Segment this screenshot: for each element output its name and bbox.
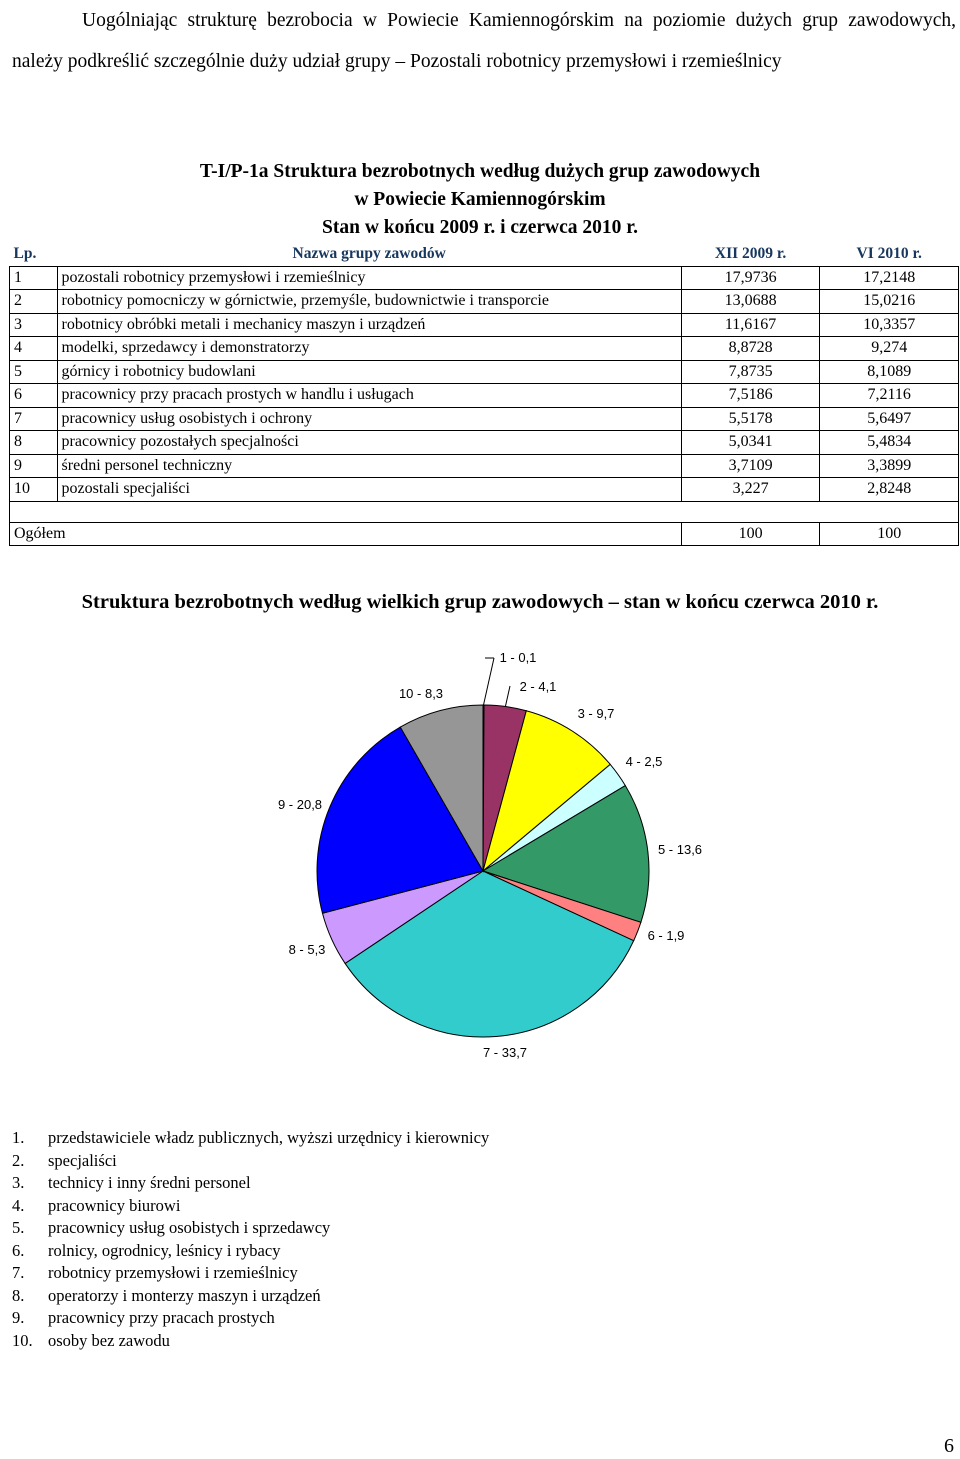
row-lp: 7 [10,407,58,431]
table-body [10,266,959,546]
pie-label-2: 2 - 4,1 [519,679,557,694]
legend-text: specjaliści [48,1150,117,1170]
row-vi-2010: 10,3357 [820,313,959,337]
row-vi-2010: 8,1089 [820,360,959,384]
total-v1: 100 [681,522,820,546]
header-col1: XII 2009 r. [681,243,820,266]
row-name: pozostali specjaliści [57,478,681,502]
row-name: robotnicy pomocniczy w górnictwie, przemyśle, budownictwie i transporcie [57,290,681,314]
table-total-row [10,522,959,546]
pie-label-8: 8 - 5,3 [288,942,326,957]
legend-number: 4. [12,1195,25,1215]
row-lp: 9 [10,454,58,478]
legend-number: 6. [12,1240,25,1260]
row-lp: 1 [10,266,58,290]
row-name: średni personel techniczny [57,454,681,478]
legend-item [12,1195,489,1218]
legend-item [12,1217,489,1240]
row-name: modelki, sprzedawcy i demonstratorzy [57,337,681,361]
row-xii-2009: 13,0688 [681,290,820,314]
table-row [10,431,959,455]
legend-number: 3. [12,1173,25,1192]
legend-number: 9. [12,1308,25,1327]
legend-item [12,1172,489,1195]
chart-title: Struktura bezrobotnych według wielkich grup zawodowych – stan w końcu czerwca 2010 r. [81,591,879,613]
legend-text: pracownicy usług osobistych i sprzedawcy [48,1218,331,1237]
table-row [10,384,959,408]
occupation-table [9,243,959,546]
table-title-line1: T-I/P-1a Struktura bezrobotnych według dużych grup zawodowych [199,161,761,182]
row-vi-2010: 3,3899 [820,454,959,478]
legend-text: osoby bez zawodu [48,1330,170,1350]
row-name: pracownicy przy pracach prostych w handlu i usługach [57,384,681,408]
pie-label-1: 1 - 0,1 [499,650,537,665]
row-name: pracownicy pozostałych specjalności [57,431,681,455]
legend-text: pracownicy przy pracach prostych [48,1308,275,1327]
row-xii-2009: 3,227 [681,478,820,502]
row-xii-2009: 8,8728 [681,337,820,361]
row-lp: 6 [10,384,58,408]
legend-item [12,1307,489,1330]
table-title-line2: w Powiecie Kamiennogórskim [354,189,606,210]
row-lp: 3 [10,313,58,337]
pie-label-7: 7 - 33,7 [482,1045,528,1060]
row-lp: 10 [10,478,58,502]
legend-item [12,1285,489,1308]
intro-paragraph: Uogólniając strukturę bezrobocia w Powiecie Kamiennogórskim na poziomie dużych grup zawodowych, należy podkreślić szczególnie duży udział grupy – Pozostali robotnicy przemysłowi i rzemieślnicy [12,10,956,72]
page-number: 6 [944,1435,954,1457]
row-vi-2010: 5,6497 [820,407,959,431]
row-xii-2009: 5,5178 [681,407,820,431]
legend-text: operatorzy i monterzy maszyn i urządzeń [48,1285,321,1305]
row-name: pozostali robotnicy przemysłowi i rzemieślnicy [57,266,681,290]
legend-text: pracownicy biurowi [48,1195,181,1215]
table-row [10,337,959,361]
row-lp: 4 [10,337,58,361]
row-xii-2009: 11,6167 [681,313,820,337]
row-vi-2010: 9,274 [820,337,959,361]
legend-text: robotnicy przemysłowi i rzemieślnicy [48,1263,298,1282]
table-row [10,454,959,478]
pie-label-9: 9 - 20,8 [277,797,323,812]
legend-item [12,1150,489,1173]
table-title-line3: Stan w końcu 2009 r. i czerwca 2010 r. [322,217,638,238]
pie-label-5: 5 - 13,6 [657,842,703,857]
row-name: pracownicy usług osobistych i ochrony [57,407,681,431]
row-name: górnicy i robotnicy budowlani [57,360,681,384]
legend-item [12,1240,489,1263]
legend-number: 1. [12,1128,25,1147]
pie-chart [0,630,960,1070]
row-lp: 2 [10,290,58,314]
row-vi-2010: 5,4834 [820,431,959,455]
row-name: robotnicy obróbki metali i mechanicy maszyn i urządzeń [57,313,681,337]
legend-text: przedstawiciele władz publicznych, wyższi urzędnicy i kierownicy [48,1128,490,1147]
row-xii-2009: 3,7109 [681,454,820,478]
legend-item [12,1330,489,1353]
row-vi-2010: 15,0216 [820,290,959,314]
row-lp: 8 [10,431,58,455]
pie-label-3: 3 - 9,7 [577,706,615,721]
header-col2: VI 2010 r. [820,243,959,266]
table-row [10,478,959,502]
row-xii-2009: 17,9736 [681,266,820,290]
legend-number: 7. [12,1263,25,1282]
row-vi-2010: 17,2148 [820,266,959,290]
pie-label-4: 4 - 2,5 [625,754,663,769]
table-row [10,290,959,314]
legend-text: technicy i inny średni personel [48,1173,251,1192]
row-lp: 5 [10,360,58,384]
legend-number: 10. [12,1330,33,1350]
table-row [10,360,959,384]
header-name: Nazwa grupy zawodów [57,243,681,266]
legend-number: 5. [12,1218,25,1237]
header-lp: Lp. [10,243,58,266]
row-vi-2010: 2,8248 [820,478,959,502]
empty-cell [10,501,959,522]
pie-label-6: 6 - 1,9 [647,928,685,943]
total-v2: 100 [820,522,959,546]
row-xii-2009: 7,8735 [681,360,820,384]
row-vi-2010: 7,2116 [820,384,959,408]
row-xii-2009: 5,0341 [681,431,820,455]
total-label: Ogółem [10,522,682,546]
legend-item [12,1262,489,1285]
table-header-row [10,243,959,266]
table-empty-row [10,501,959,522]
pie-leader-line-2 [505,686,510,707]
pie-label-10: 10 - 8,3 [398,686,444,701]
legend-number: 8. [12,1285,25,1305]
legend-number: 2. [12,1150,25,1170]
pie-leader-line-1 [484,658,495,705]
legend-item [12,1127,489,1150]
table-row [10,266,959,290]
chart-legend [12,1127,489,1352]
table-row [10,313,959,337]
legend-text: rolnicy, ogrodnicy, leśnicy i rybacy [48,1240,281,1260]
table-row [10,407,959,431]
row-xii-2009: 7,5186 [681,384,820,408]
